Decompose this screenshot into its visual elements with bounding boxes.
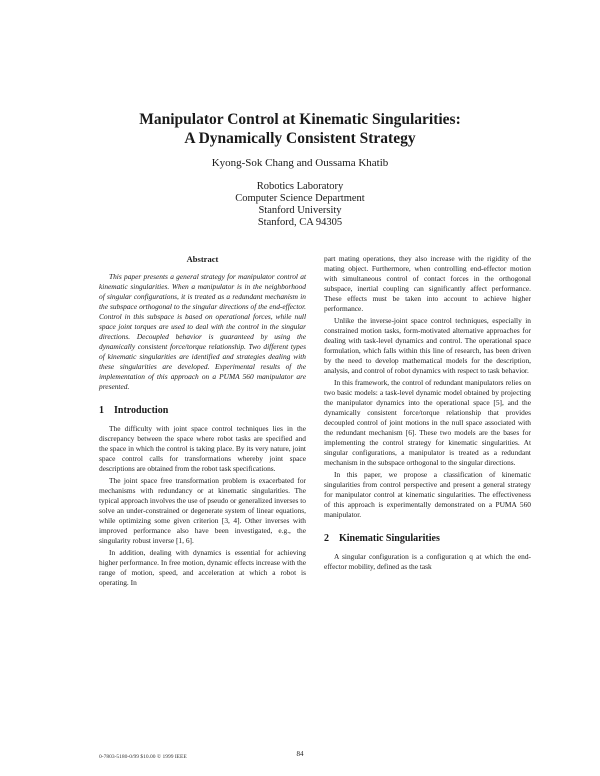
intro-paragraph-4: Unlike the inverse-joint space control techniques, especially in constrained motion tasks, form-motivated alternative approaches for dealing with task-level dynamics and control. The operational space formulation, which falls within this line of research, has been driven by the need to develop mathematical models for the description, analysis, and control of robot dynamics with respect to task behavior. — [324, 316, 531, 375]
title-line-2: A Dynamically Consistent Strategy — [184, 130, 416, 147]
intro-paragraph-6: In this paper, we propose a classification of kinematic singularities from control perspective and present a general strategy for manipulator control at kinematic singularities. The effectiveness of this approach is experimentally demonstrated on a PUMA 560 manipulator. — [324, 470, 531, 519]
affiliation — [0, 181, 600, 229]
abstract-heading: Abstract — [186, 254, 219, 264]
section-number: 1 — [99, 405, 104, 416]
intro-paragraph-continued: part mating operations, they also increase with the rigidity of the mating object. Furthermore, when controlling end-effector motion with simultaneous control of contact forces in the orthogonal subspace, inertial coupling can significantly affect performance. These effects must be taken into account to achieve higher performance. — [324, 254, 531, 313]
section2-paragraph-1: A singular configuration is a configuration q at which the end-effector mobility, defined as the task — [324, 552, 531, 571]
affiliation-line-3: Stanford University — [258, 205, 342, 216]
section-number: 2 — [324, 533, 329, 544]
copyright-footer: 0-7803-5180-0/99 $10.00 © 1999 IEEE — [99, 754, 187, 760]
section-heading-kinematic-singularities — [324, 534, 531, 544]
authors: Kyong-Sok Chang and Oussama Khatib — [211, 157, 389, 169]
right-column — [324, 254, 531, 572]
intro-paragraph-3: In addition, dealing with dynamics is essential for achieving higher performance. In free motion, dynamic effects increase with the range of motion, speed, and acceleration at which a robot is operating. In — [99, 548, 306, 587]
intro-paragraph-1: The difficulty with joint space control techniques lies in the discrepancy between the space where robot tasks are specified and the space in which the control is taking place. By its very nature, joint space control calls for transformations whereby joint space descriptions are obtained from the robot task specifications. — [99, 424, 306, 473]
page-number: 84 — [296, 750, 304, 758]
left-column — [99, 254, 306, 588]
affiliation-line-2: Computer Science Department — [235, 193, 365, 204]
abstract — [99, 254, 306, 392]
section-title: Kinematic Singularities — [339, 533, 440, 544]
section-title: Introduction — [114, 405, 169, 416]
section-heading-introduction — [99, 406, 306, 416]
intro-paragraph-2: The joint space free transformation problem is exacerbated for mechanisms with redundancy or at kinematic singularities. The typical approach involves the use of pseudo or generalized inverses to solve an under-constrained or degenerate system of linear equations, while optimizing some given criterion [3, 4]. Other inverses with improved performance also have been investigated, e.g., the singularity robust inverse [1, 6]. — [99, 476, 306, 545]
paper-title — [0, 110, 600, 148]
intro-paragraph-5: In this framework, the control of redundant manipulators relies on two basic models: a task-level dynamic model obtained by projecting the manipulator dynamics into the operational space [5], and the dynamically consistent force/torque relationship that provides decoupled control of joint motions in the null space associated with the redundant mechanism [6]. These two models are the bases for implementing the control strategy for kinematic singularities. At singular configurations, a manipulator is treated as a redundant mechanism in the subspace orthogonal to the singular directions. — [324, 378, 531, 467]
affiliation-line-1: Robotics Laboratory — [256, 181, 344, 192]
abstract-text: This paper presents a general strategy for manipulator control at kinematic singularities. When a manipulator is in the neighborhood of singular configurations, it is treated as a redundant mechanism in the subspace orthogonal to the singular directions of the end-effector. Control in this subspace is based on operational forces, while null space joint torques are used to deal with the control in the singular directions. Decoupled behavior is guaranteed by using the dynamically consistent force/torque relationship. Two different types of kinematic singularities are identified and strategies dealing with these singularities are developed. Experimental results of the implementation of this approach on a PUMA 560 manipulator are presented. — [99, 272, 306, 391]
title-line-1: Manipulator Control at Kinematic Singularities: — [139, 111, 461, 128]
affiliation-line-4: Stanford, CA 94305 — [257, 217, 343, 228]
